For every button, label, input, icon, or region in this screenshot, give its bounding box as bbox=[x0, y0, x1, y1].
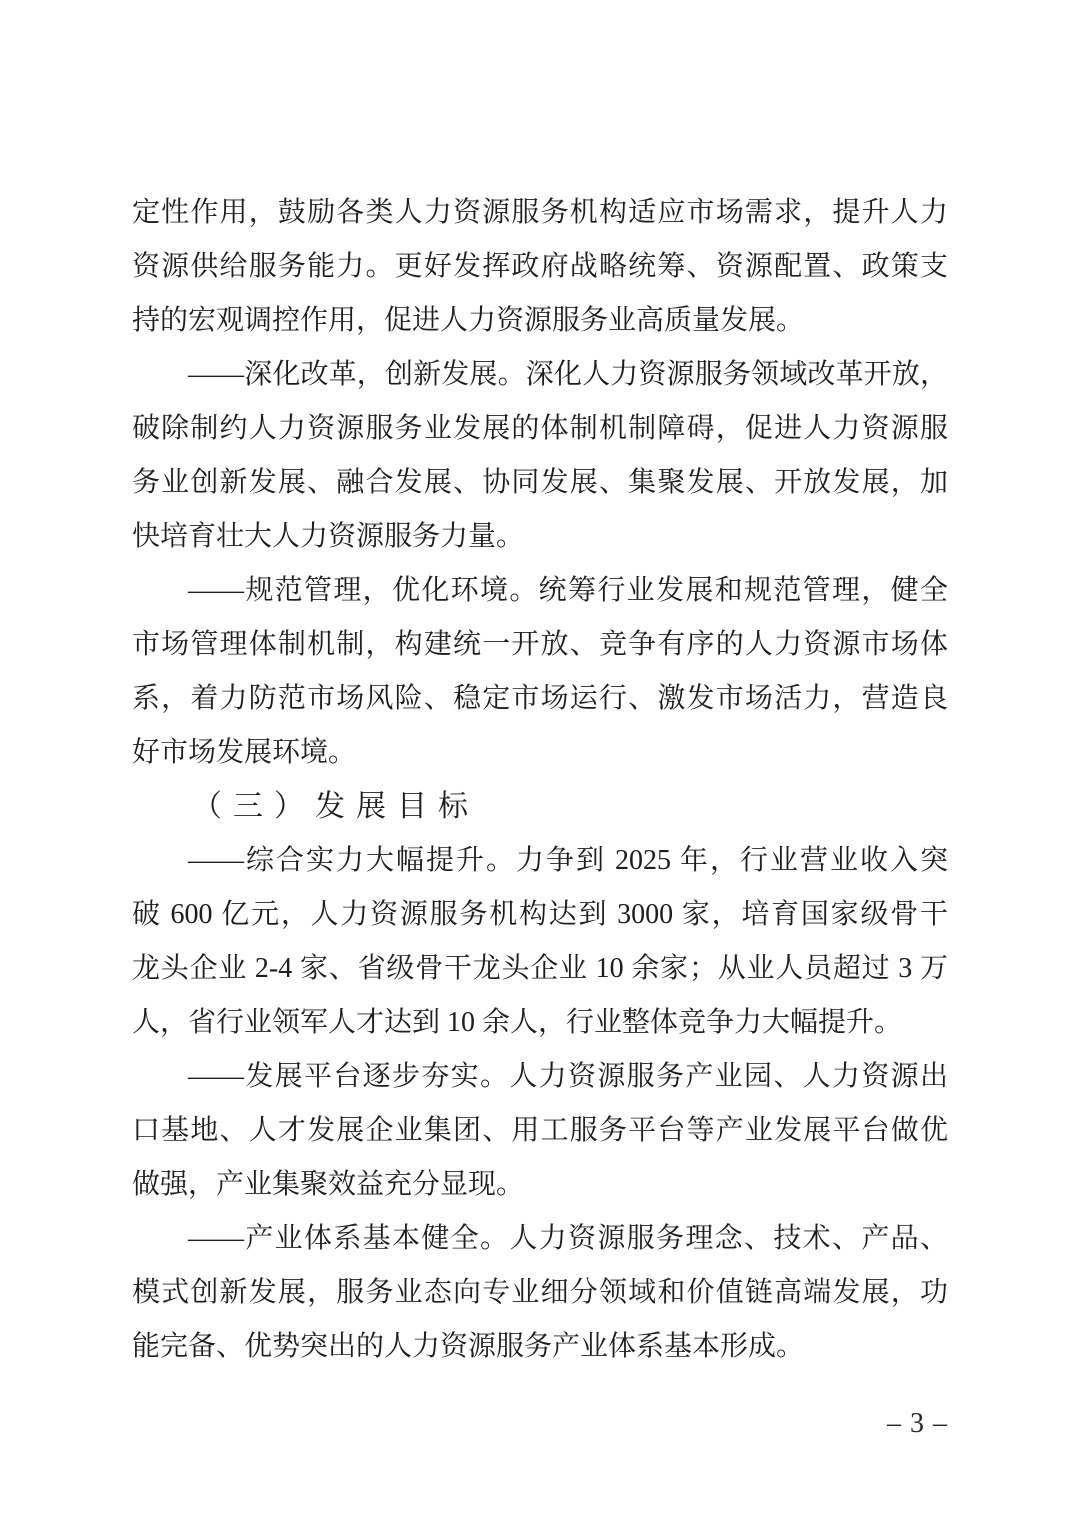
text-line: 龙头企业 2-4 家、省级骨干龙头企业 10 余家；从业人员超过 3 万 bbox=[132, 953, 948, 984]
text-line: 做强，产业集聚效益充分显现。 bbox=[132, 1169, 525, 1200]
page-footer bbox=[887, 1408, 948, 1440]
document-content bbox=[132, 186, 948, 1374]
text-line: 人，省行业领军人才达到 10 余人，行业整体竞争力大幅提升。 bbox=[132, 1007, 903, 1038]
text-line: 持的宏观调控作用，促进人力资源服务业高质量发展。 bbox=[132, 305, 805, 336]
text-line: （三）发展目标 bbox=[192, 790, 479, 823]
text-line: ——深化改革，创新发展。深化人力资源服务领域改革开放， bbox=[188, 359, 948, 390]
text-line: 能完备、优势突出的人力资源服务产业体系基本形成。 bbox=[132, 1331, 805, 1362]
text-line: 快培育壮大人力资源服务力量。 bbox=[132, 521, 525, 552]
paragraph-comprehensive-strength bbox=[132, 834, 948, 1050]
text-line: 系，着力防范市场风险、稳定市场运行、激发市场活力，营造良 bbox=[132, 683, 948, 714]
text-line: 市场管理体制机制，构建统一开放、竞争有序的人力资源市场体 bbox=[132, 629, 948, 660]
text-line: 务业创新发展、融合发展、协同发展、集聚发展、开放发展，加 bbox=[132, 467, 948, 498]
text-line: 破 600 亿元，人力资源服务机构达到 3000 家，培育国家级骨干 bbox=[132, 899, 948, 930]
paragraph-deepen-reform bbox=[132, 348, 948, 564]
page-number: – 3 – bbox=[887, 1408, 948, 1439]
text-line: 口基地、人才发展企业集团、用工服务平台等产业发展平台做优 bbox=[132, 1115, 948, 1146]
text-line: ——规范管理，优化环境。统筹行业发展和规范管理，健全 bbox=[188, 575, 948, 606]
paragraph-development-platforms bbox=[132, 1050, 948, 1212]
text-line: ——综合实力大幅提升。力争到 2025 年，行业营业收入突 bbox=[188, 845, 948, 876]
paragraph-industry-system bbox=[132, 1212, 948, 1374]
text-line: 资源供给服务能力。更好发挥政府战略统筹、资源配置、政策支 bbox=[132, 251, 948, 282]
text-line: 模式创新发展，服务业态向专业细分领域和价值链高端发展，功 bbox=[132, 1277, 948, 1308]
heading-development-goals bbox=[132, 780, 948, 834]
paragraph-macro-regulation bbox=[132, 186, 948, 348]
text-line: 破除制约人力资源服务业发展的体制机制障碍，促进人力资源服 bbox=[132, 413, 948, 444]
text-line: ——发展平台逐步夯实。人力资源服务产业园、人力资源出 bbox=[188, 1061, 948, 1092]
text-line: ——产业体系基本健全。人力资源服务理念、技术、产品、 bbox=[188, 1223, 948, 1254]
text-line: 定性作用，鼓励各类人力资源服务机构适应市场需求，提升人力 bbox=[132, 197, 948, 228]
paragraph-standardize-management bbox=[132, 564, 948, 780]
text-line: 好市场发展环境。 bbox=[132, 737, 357, 768]
